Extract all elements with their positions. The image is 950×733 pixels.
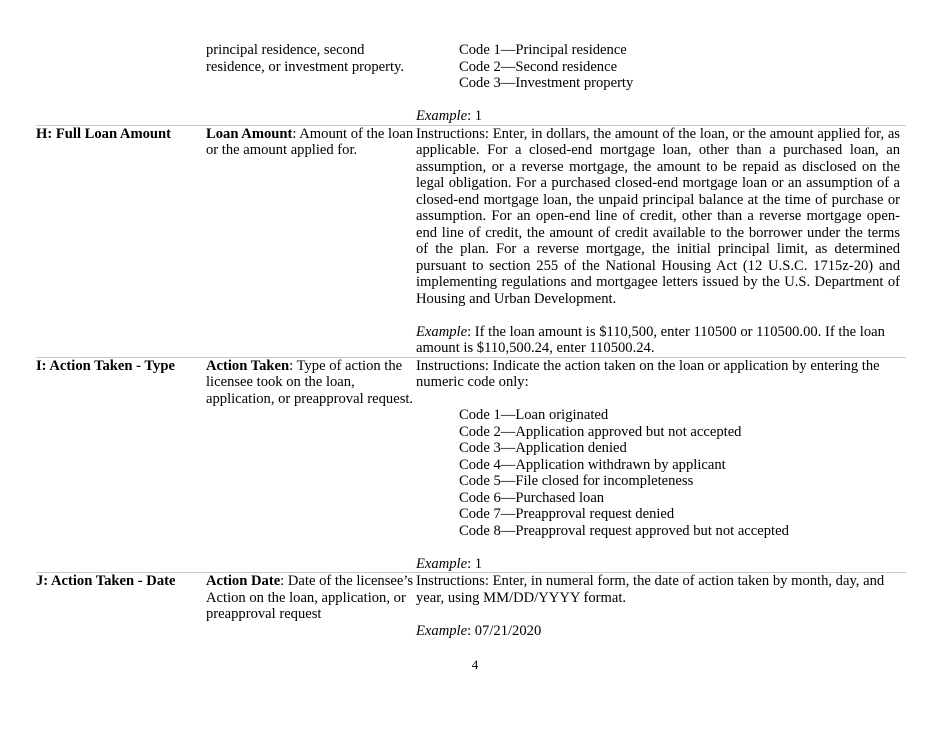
example: Example: 1 <box>416 108 483 124</box>
example: Example: 07/21/2020 <box>416 622 542 639</box>
field-name: H: Full Loan Amount <box>36 125 172 142</box>
field-instructions <box>416 126 900 357</box>
table-row <box>36 42 906 125</box>
example: Example: 1 <box>416 555 483 572</box>
code-item: Code 8—Preapproval request approved but not accepted <box>459 522 789 539</box>
code-list <box>459 407 900 539</box>
code-list <box>459 42 900 92</box>
code-item: Code 1—Loan originated <box>459 407 609 423</box>
field-name: I: Action Taken - Type <box>36 357 175 374</box>
code-item: Code 2—Second residence <box>459 58 618 75</box>
example: Example: If the loan amount is $110,500, enter 110500 or 110500.00. If the loan amount is $110,500.24, enter 110500.24. <box>416 323 885 356</box>
field-description: principal residence, second residence, or investment property. <box>206 42 405 75</box>
code-item: Code 2—Application approved but not accepted <box>459 423 742 440</box>
code-item: Code 7—Preapproval request denied <box>459 506 675 522</box>
field-name <box>36 42 206 125</box>
page-number: 4 <box>471 657 479 672</box>
code-item: Code 4—Application withdrawn by applicant <box>459 456 726 473</box>
field-instructions <box>416 573 900 639</box>
field-description: Loan Amount: Amount of the loan or the amount applied for. <box>206 125 414 158</box>
instructions-text: Instructions: Indicate the action taken on the loan or application by entering the numeric code only: <box>416 357 880 390</box>
document-page <box>36 42 906 639</box>
field-description: Action Taken: Type of action the licensee took on the loan, application, or preapproval request. <box>206 357 414 407</box>
code-item: Code 6—Purchased loan <box>459 489 605 506</box>
instructions-text: Instructions: Enter, in numeral form, the date of action taken by month, day, and year, using MM/DD/YYYY format. <box>416 573 885 606</box>
table-row <box>36 572 906 639</box>
table-row <box>36 125 906 357</box>
table-row <box>36 357 906 573</box>
field-instructions <box>416 358 900 573</box>
field-instructions <box>416 42 900 125</box>
instructions-text: Instructions: Enter, in dollars, the amount of the loan, or the amount applied for, as applicable. For a closed-end mortgage loan, other than a purchased loan, an assumption, or a reverse mortgage, the amount to be repaid as disclosed on the legal obligation. For a purchased closed-end mortgage loan or an assumption of a closed-end mortgage loan, the unpaid principal balance at the time of purchase or assumption. For an open-end line of credit, other than a reverse mortgage open-end line of credit, the amount of credit available to the borrower under the terms of the plan. For a reverse mortgage, the initial principal limit, as determined pursuant to section 255 of the National Housing Act (12 U.S.C. 1715z-20) and implementing regulations and mortgagee letters issued by the U.S. Department of Housing and Urban Development. <box>416 125 900 307</box>
field-description: Action Date: Date of the licensee’s Action on the loan, application, or preapproval request <box>206 573 414 622</box>
code-item: Code 1—Principal residence <box>459 42 627 58</box>
code-item: Code 3—Application denied <box>459 440 627 456</box>
code-item: Code 3—Investment property <box>459 75 634 91</box>
code-item: Code 5—File closed for incompleteness <box>459 473 694 489</box>
field-name: J: Action Taken - Date <box>36 573 176 589</box>
